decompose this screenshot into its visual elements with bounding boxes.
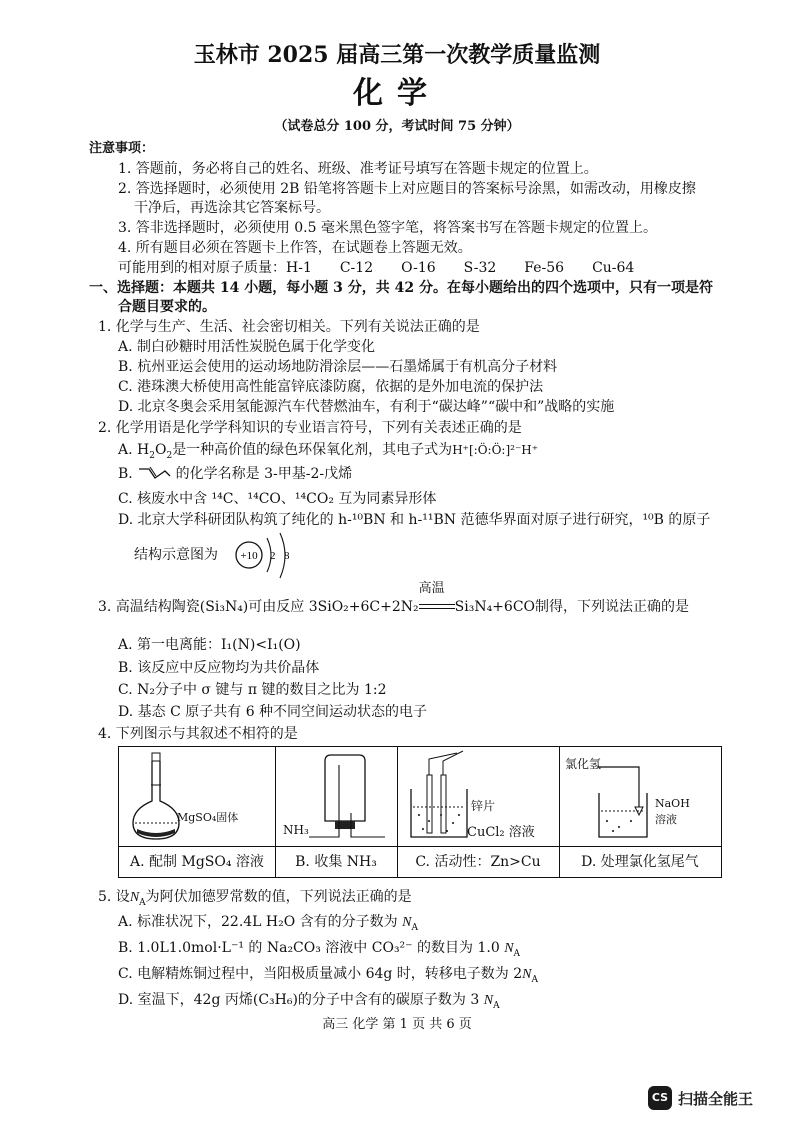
q2-a-post: 是一种高价值的绿色环保氧化剂，其电子式为 (172, 442, 453, 458)
avogadro-sub: A (513, 948, 521, 959)
q3-option-d: D. 基态 C 原子共有 6 种不同空间运动状态的电子 (118, 704, 428, 720)
avogadro-symbol: N (129, 890, 140, 905)
q4-figure-table (118, 746, 722, 878)
atomic-masses: 可能用到的相对原子质量：H-1 C-12 O-16 S-32 Fe-56 Cu-64 (118, 260, 635, 276)
q4-caption-d: D. 处理氯化氢尾气 (559, 846, 721, 877)
q5-option-c (118, 965, 538, 984)
q3-stem-pre: 3. 高温结构陶瓷(Si₃N₄)可由反应 3SiO₂+6C+2N₂ (98, 599, 419, 615)
flask-label: MgSO₄固体 (177, 811, 239, 824)
q4-caption-a: A. 配制 MgSO₄ 溶液 (119, 846, 275, 877)
nucleus-charge: +10 (240, 550, 258, 562)
note-item: 2. 答选择题时，必须使用 2B 铅笔将答题卡上对应题目的答案标号涂黑，如需改动，用橡皮擦 (118, 181, 696, 197)
avogadro-sub: A (139, 897, 146, 908)
note-item: 4. 所有题目必须在答题卡上作答，在试题卷上答题无效。 (118, 240, 472, 256)
q3-option-a: A. 第一电离能：I₁(N)<I₁(O) (118, 637, 301, 653)
q5-b-text: B. 1.0L1.0mol·L⁻¹ 的 Na₂CO₃ 溶液中 CO₃²⁻ 的数目为 1.0 (118, 940, 500, 956)
zinc-label: 锌片 (471, 799, 496, 813)
camscanner-watermark: 扫描全能王 (678, 1090, 754, 1108)
q1-stem: 1. 化学与生产、生活、社会密切相关。下列有关说法正确的是 (98, 319, 480, 335)
equal-line-1 (419, 604, 455, 605)
solution-label: 溶液 (655, 813, 677, 826)
q4-caption-b: B. 收集 NH₃ (275, 846, 397, 877)
q4-cell-a (119, 747, 276, 877)
naoh-label: NaOH (655, 797, 690, 810)
q5-stem-pre: 5. 设 (98, 889, 130, 905)
page-footer: 高三 化学 第 1 页 共 6 页 (322, 1017, 472, 1032)
notes-heading: 注意事项： (89, 141, 155, 156)
skeletal-formula-icon (137, 466, 171, 482)
avogadro-sub: A (531, 974, 538, 985)
avogadro-sub: A (411, 922, 418, 933)
q3-option-c: C. N₂分子中 σ 键与 π 键的数目之比为 1:2 (118, 682, 387, 698)
q4-caption-c: C. 活动性：Zn>Cu (397, 846, 559, 877)
avogadro-symbol: N (522, 967, 532, 982)
avogadro-symbol: N (483, 993, 494, 1008)
cucl2-label: CuCl₂ 溶液 (467, 825, 535, 840)
camscanner-logo-icon: CS (648, 1086, 672, 1110)
q2-stem: 2. 化学用语是化学学科知识的专业语言符号，下列有关表述正确的是 (98, 420, 522, 436)
q2-a-sub2: 2 (166, 450, 173, 461)
q2-b-prefix: B. (118, 466, 133, 482)
hcl-label: 氯化氢 (565, 757, 602, 771)
nh3-label: NH₃ (283, 823, 309, 837)
q5-a-text: A. 标准状况下，22.4L H₂O 含有的分子数为 (118, 914, 398, 930)
section-heading: 一、选择题：本题共 14 小题，每小题 3 分，共 42 分。在每小题给出的四个选项中，只有一项是符 (89, 280, 713, 296)
q4-stem: 4. 下列图示与其叙述不相符的是 (98, 726, 298, 742)
q2-option-a (118, 441, 538, 459)
q1-option-c: C. 港珠澳大桥使用高性能富锌底漆防腐，依据的是外加电流的保护法 (118, 379, 544, 395)
q5-option-b (118, 939, 520, 958)
q5-stem (98, 888, 412, 907)
q1-option-d: D. 北京冬奥会采用氢能源汽车代替燃油车，有利于“碳达峰”“碳中和”战略的实施 (118, 399, 615, 415)
equal-line-2 (419, 608, 455, 609)
exam-title: 玉林市 2025 届高三第一次教学质量监测 (193, 42, 601, 68)
q5-option-d (118, 991, 500, 1010)
atom-structure-diagram (234, 530, 304, 582)
avogadro-symbol: N (402, 915, 412, 930)
shell-2-electrons: 8 (284, 550, 290, 562)
beaker-electrode-icon (405, 749, 475, 843)
q4-cell-b (275, 747, 398, 877)
reaction-arrow (418, 581, 455, 614)
q4-cell-d (559, 747, 721, 877)
q3-stem-post: Si₃N₄+6CO制得，下列说法正确的是 (454, 599, 690, 615)
avogadro-symbol: N (504, 941, 514, 956)
q2-b-post: 的化学名称是 3-甲基-2-戊烯 (175, 466, 353, 482)
q5-c-text: C. 电解精炼铜过程中，当阳极质量减小 64g 时，转移电子数为 2 (118, 966, 523, 982)
subject-title: 化学 (353, 76, 441, 111)
q1-option-a: A. 制白砂糖时用活性炭脱色属于化学变化 (118, 339, 376, 355)
avogadro-sub: A (493, 1000, 500, 1011)
gas-collection-bottle-icon (305, 751, 391, 843)
q4-cell-c (397, 747, 560, 877)
q2-a-prefix: A. H (118, 442, 150, 458)
note-item: 3. 答非选择题时，必须使用 0.5 毫米黑色签字笔，将答案书写在答题卡规定的位置上。 (118, 220, 657, 236)
exam-info: （试卷总分 100 分，考试时间 75 分钟） (274, 119, 520, 134)
q1-option-b: B. 杭州亚运会使用的运动场地防滑涂层——石墨烯属于有机高分子材料 (118, 359, 558, 375)
shell-1-electrons: 2 (270, 550, 276, 562)
section-heading-cont: 合题目要求的。 (118, 299, 216, 315)
q5-option-a (118, 913, 418, 932)
q2-option-d: D. 北京大学科研团队构筑了纯化的 h-¹⁰BN 和 h-¹¹BN 范德华界面对原子进行研究，¹⁰B 的原子 (118, 512, 711, 528)
q5-d-text: D. 室温下，42g 丙烯(C₃H₆)的分子中含有的碳原子数为 3 (118, 992, 480, 1008)
q2-a-sub: 2 (149, 450, 155, 461)
note-item: 干净后，再选涂其它答案标号。 (134, 200, 330, 216)
q2-a-mid: O (154, 442, 167, 458)
q3-stem (98, 581, 690, 616)
volumetric-flask-icon (127, 751, 187, 843)
q2-option-b (118, 465, 352, 483)
q2-option-d-cont: 结构示意图为 (134, 547, 218, 563)
q5-stem-post: 为阿伏加德罗常数的值，下列说法正确的是 (145, 889, 412, 905)
q3-option-b: B. 该反应中反应物均为共价晶体 (118, 660, 320, 676)
reaction-condition: 高温 (418, 581, 445, 596)
electron-formula: H⁺[:Ö:Ö:]²⁻H⁺ (452, 443, 539, 457)
note-item: 1. 答题前，务必将自己的姓名、班级、准考证号填写在答题卡规定的位置上。 (118, 161, 598, 177)
q2-option-c: C. 核废水中含 ¹⁴C、¹⁴CO、¹⁴CO₂ 互为同素异形体 (118, 491, 437, 507)
